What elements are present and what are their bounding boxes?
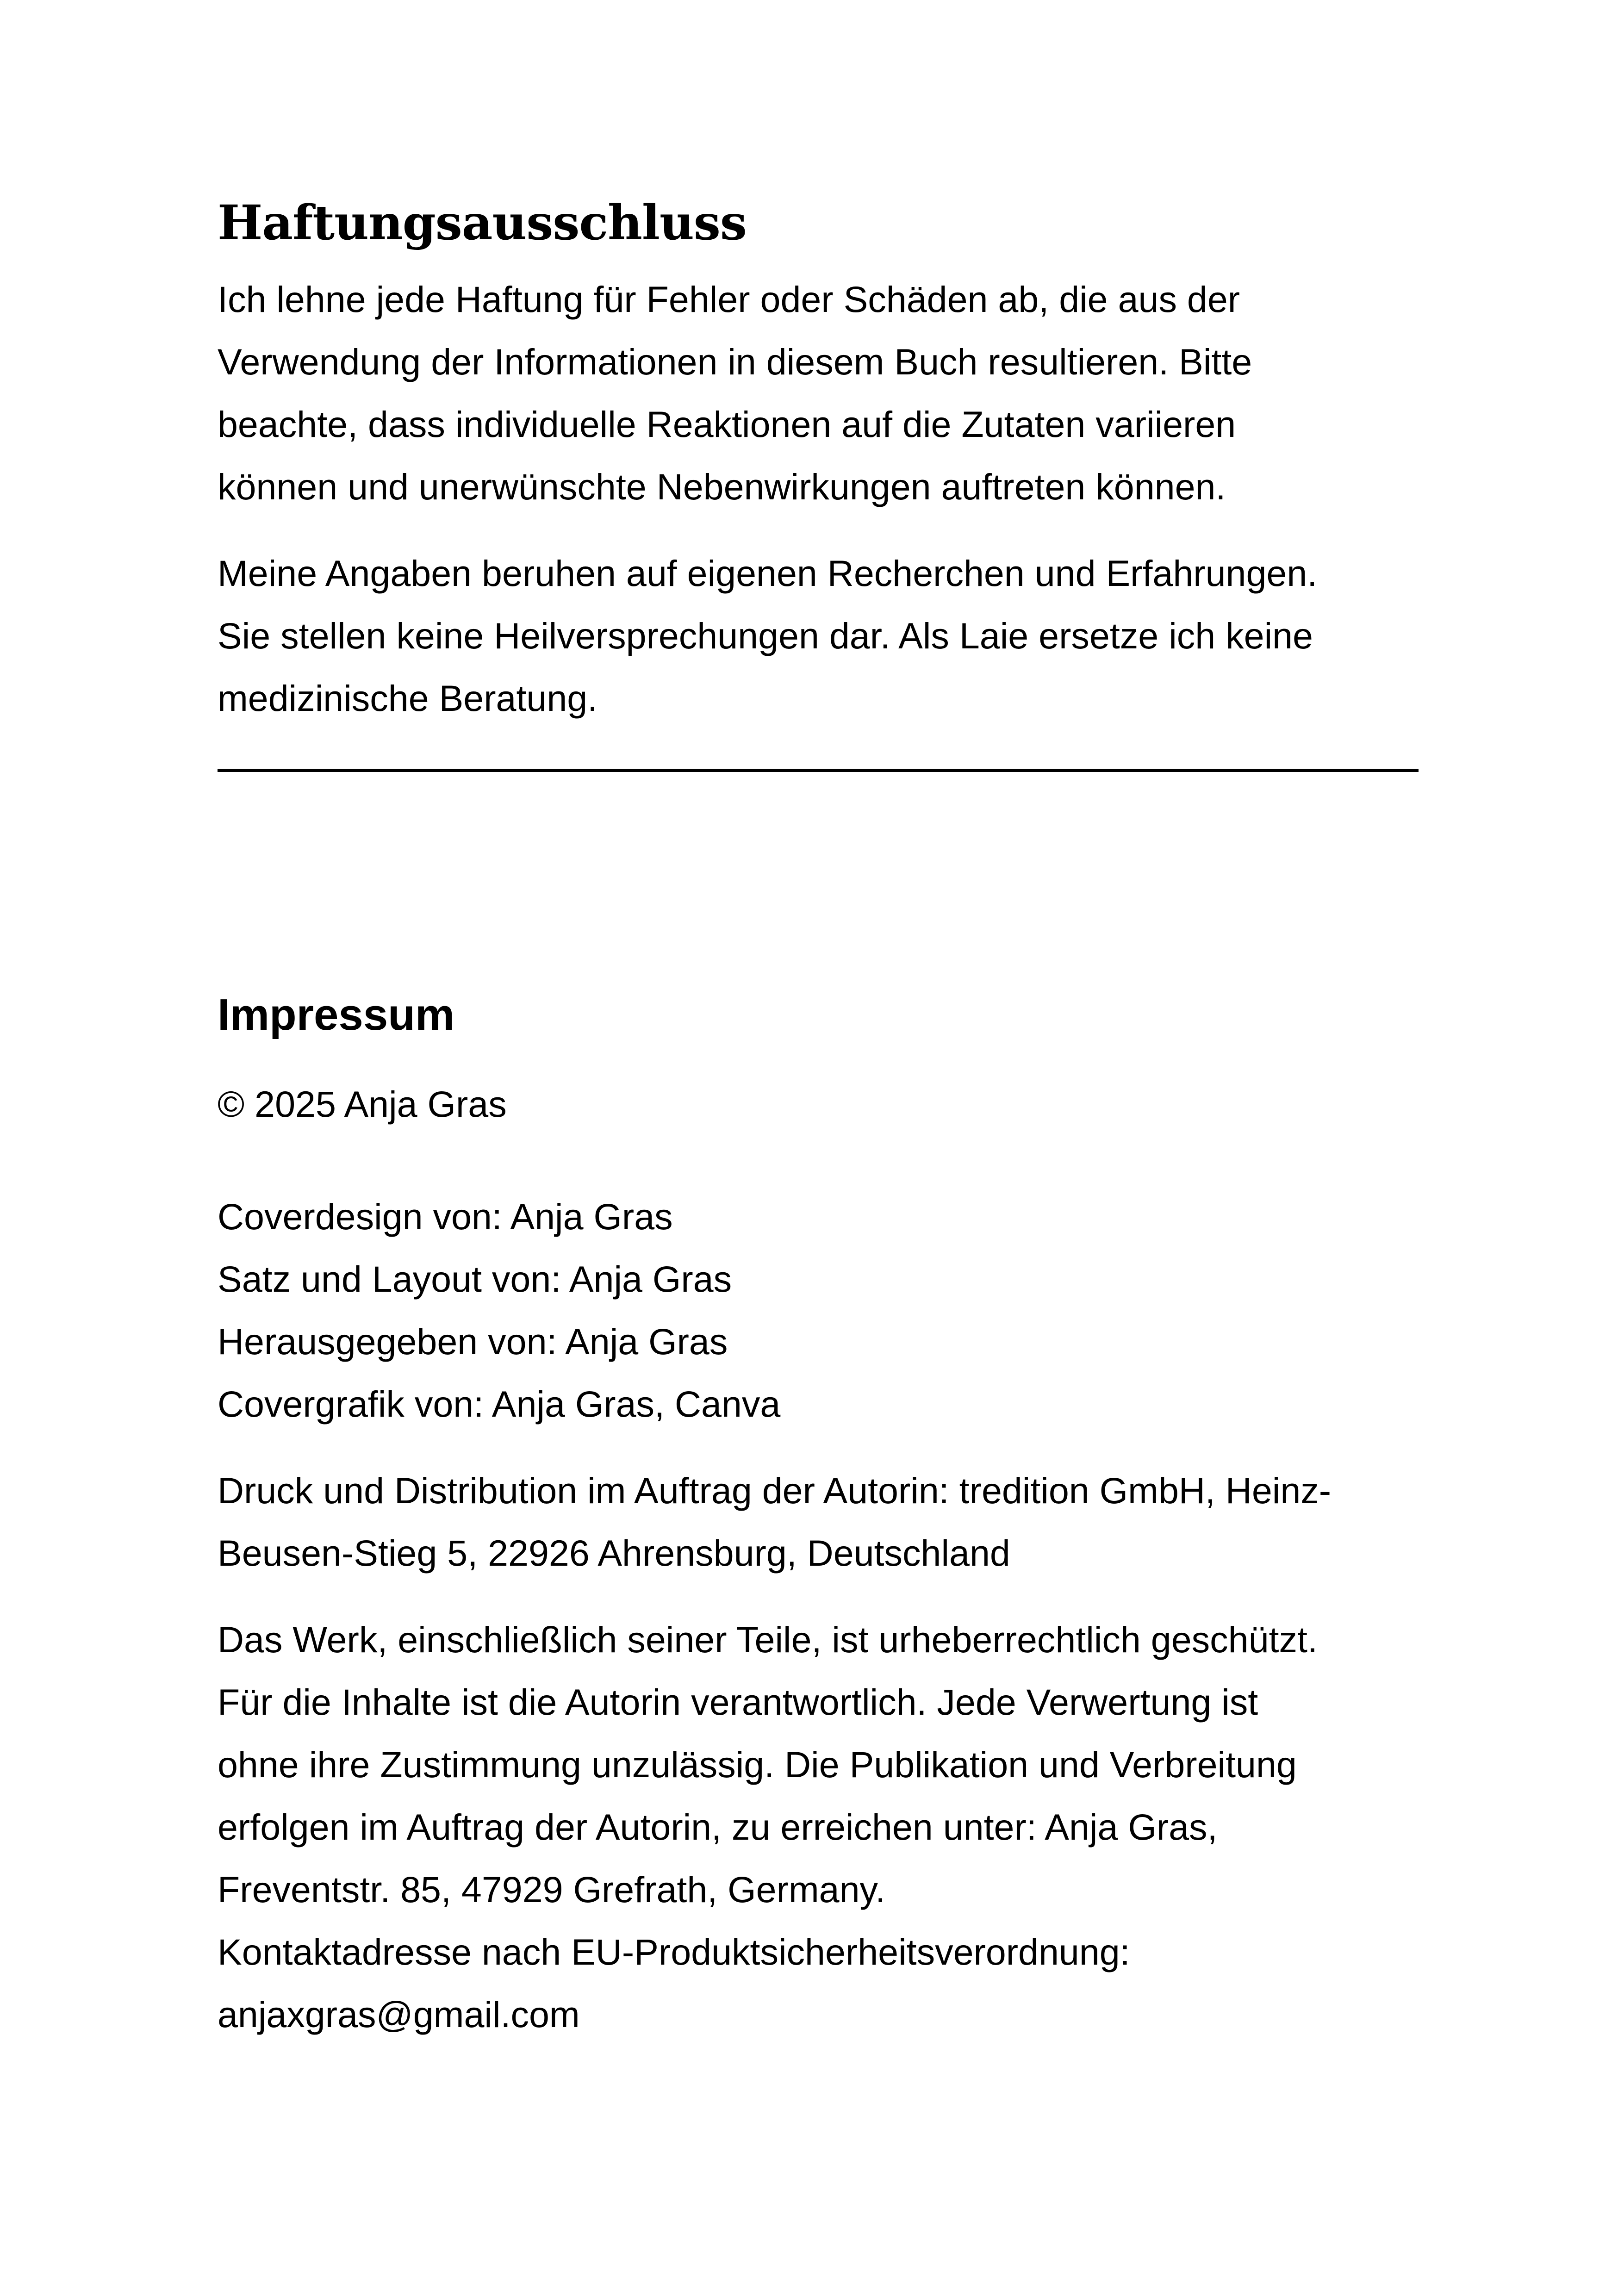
text-line: medizinische Beratung. xyxy=(218,677,598,719)
print-distribution-paragraph xyxy=(218,1459,1419,1584)
text-line: beachte, dass individuelle Reaktionen auf die Zutaten variieren xyxy=(218,403,1236,445)
text-line: Druck und Distribution im Auftrag der Autorin: tredition GmbH, Heinz- xyxy=(218,1469,1332,1511)
text-line: Coverdesign von: Anja Gras xyxy=(218,1195,673,1237)
disclaimer-heading: Haftungsausschluss xyxy=(218,195,747,251)
text-line: Herausgegeben von: Anja Gras xyxy=(218,1320,728,1362)
legal-paragraph xyxy=(218,1608,1419,2046)
page-content xyxy=(218,0,1419,2046)
contact-email-line: anjaxgras@gmail.com xyxy=(218,1993,580,2035)
text-line: Verwendung der Informationen in diesem Buch resultieren. Bitte xyxy=(218,341,1252,382)
disclaimer-paragraph-1 xyxy=(218,268,1419,518)
copyright-paragraph xyxy=(218,1073,1419,1135)
imprint-heading: Impressum xyxy=(218,989,455,1039)
text-line: Für die Inhalte ist die Autorin verantwortlich. Jede Verwertung ist xyxy=(218,1681,1258,1723)
text-line: Meine Angaben beruhen auf eigenen Recherchen und Erfahrungen. xyxy=(218,552,1318,594)
text-line: Freventstr. 85, 47929 Grefrath, Germany. xyxy=(218,1868,886,1910)
text-line: erfolgen im Auftrag der Autorin, zu erreichen unter: Anja Gras, xyxy=(218,1806,1218,1848)
text-line: Sie stellen keine Heilversprechungen dar. Als Laie ersetze ich keine xyxy=(218,615,1313,656)
credits-paragraph xyxy=(218,1185,1419,1435)
text-line: ohne ihre Zustimmung unzulässig. Die Publikation und Verbreitung xyxy=(218,1743,1297,1785)
text-line: können und unerwünschte Nebenwirkungen auftreten können. xyxy=(218,466,1226,507)
text-line: Ich lehne jede Haftung für Fehler oder Schäden ab, die aus der xyxy=(218,278,1240,320)
text-line: Covergrafik von: Anja Gras, Canva xyxy=(218,1383,781,1425)
text-line: Satz und Layout von: Anja Gras xyxy=(218,1258,732,1300)
section-divider-rule xyxy=(218,769,1419,772)
copyright-line: © 2025 Anja Gras xyxy=(218,1083,507,1125)
text-line: Das Werk, einschließlich seiner Teile, ist urheberrechtlich geschützt. xyxy=(218,1618,1318,1660)
text-line: Beusen-Stieg 5, 22926 Ahrensburg, Deutschland xyxy=(218,1532,1010,1574)
disclaimer-paragraph-2 xyxy=(218,542,1419,729)
text-line: Kontaktadresse nach EU-Produktsicherheitsverordnung: xyxy=(218,1931,1130,1972)
